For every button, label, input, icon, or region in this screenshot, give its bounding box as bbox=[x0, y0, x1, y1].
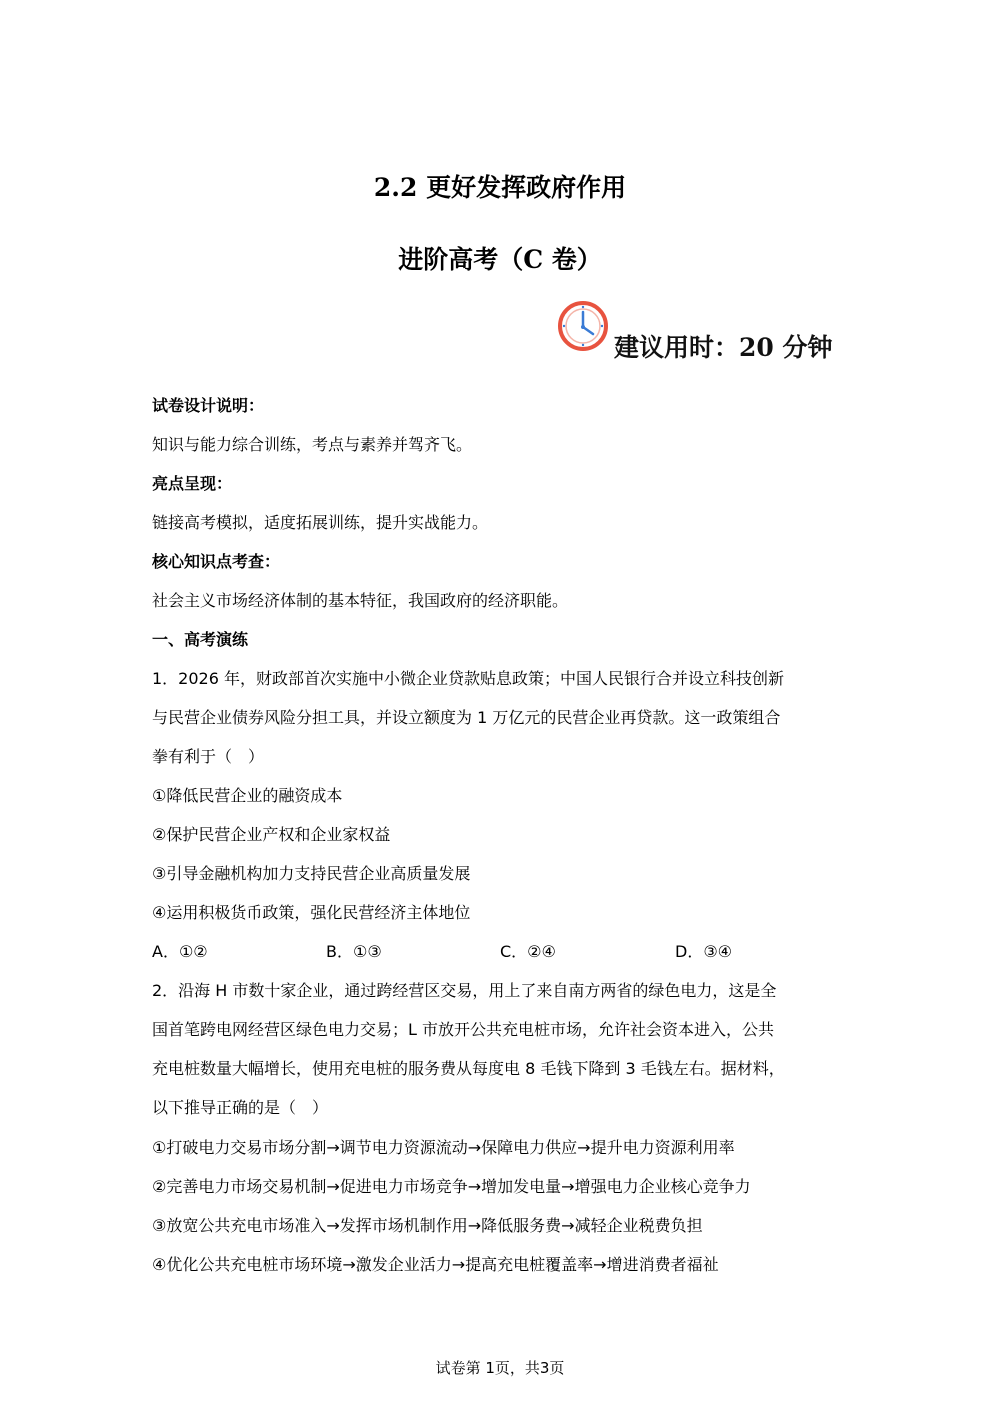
design-text: 知识与能力综合训练，考点与素养并驾齐飞。 bbox=[152, 435, 473, 454]
page-subtitle: 进阶高考（C 卷） bbox=[398, 245, 602, 274]
question-2-line: 国首笔跨电网经营区绿色电力交易；L 市放开公共充电桩市场，允许社会资本进入，公共 bbox=[152, 1020, 775, 1039]
question-1-line: 拳有利于（ ） bbox=[152, 747, 265, 766]
page-title: 2.2 更好发挥政府作用 bbox=[373, 173, 627, 202]
question-2-statement: ②完善电力市场交易机制→促进电力市场竞争→增加发电量→增强电力企业核心竞争力 bbox=[152, 1177, 751, 1196]
page-footer: 试卷第 1页，共3页 bbox=[435, 1359, 565, 1377]
question-1-option-a: A．①② bbox=[152, 942, 208, 961]
question-1-option-c: C．②④ bbox=[500, 942, 556, 961]
design-heading: 试卷设计说明： bbox=[152, 396, 265, 415]
highlights-heading: 亮点呈现： bbox=[152, 474, 233, 493]
core-heading: 核心知识点考查： bbox=[152, 552, 281, 571]
suggested-time-label: 建议用时：20 分钟 bbox=[614, 333, 833, 362]
question-1-statement: ①降低民营企业的融资成本 bbox=[152, 786, 343, 805]
question-1-statement: ④运用积极货币政策，强化民营经济主体地位 bbox=[152, 903, 471, 922]
question-2-line: 充电桩数量大幅增长，使用充电桩的服务费从每度电 8 毛钱下降到 3 毛钱左右。据材料， bbox=[152, 1059, 785, 1078]
section-heading: 一、高考演练 bbox=[152, 630, 249, 649]
question-2-line: 2．沿海 H 市数十家企业，通过跨经营区交易，用上了来自南方两省的绿色电力，这是全 bbox=[152, 981, 777, 1000]
question-2-statement: ④优化公共充电桩市场环境→激发企业活力→提高充电桩覆盖率→增进消费者福祉 bbox=[152, 1255, 719, 1274]
question-2-statement: ①打破电力交易市场分割→调节电力资源流动→保障电力供应→提升电力资源利用率 bbox=[152, 1138, 735, 1157]
question-1-line: 1．2026 年，财政部首次实施中小微企业贷款贴息政策；中国人民银行合并设立科技创新 bbox=[152, 669, 784, 688]
question-1-option-d: D．③④ bbox=[675, 942, 733, 961]
clock-icon bbox=[556, 298, 612, 356]
core-text: 社会主义市场经济体制的基本特征，我国政府的经济职能。 bbox=[152, 591, 569, 610]
question-2-statement: ③放宽公共充电市场准入→发挥市场机制作用→降低服务费→减轻企业税费负担 bbox=[152, 1216, 703, 1235]
highlights-text: 链接高考模拟，适度拓展训练，提升实战能力。 bbox=[152, 513, 489, 532]
question-2-line: 以下推导正确的是（ ） bbox=[152, 1098, 329, 1117]
question-1-option-b: B．①③ bbox=[326, 942, 382, 961]
question-1-statement: ②保护民营企业产权和企业家权益 bbox=[152, 825, 391, 844]
suggested-time bbox=[556, 298, 856, 362]
question-1-statement: ③引导金融机构加力支持民营企业高质量发展 bbox=[152, 864, 471, 883]
question-1-line: 与民营企业债券风险分担工具，并设立额度为 1 万亿元的民营企业再贷款。这一政策组合 bbox=[152, 708, 781, 727]
